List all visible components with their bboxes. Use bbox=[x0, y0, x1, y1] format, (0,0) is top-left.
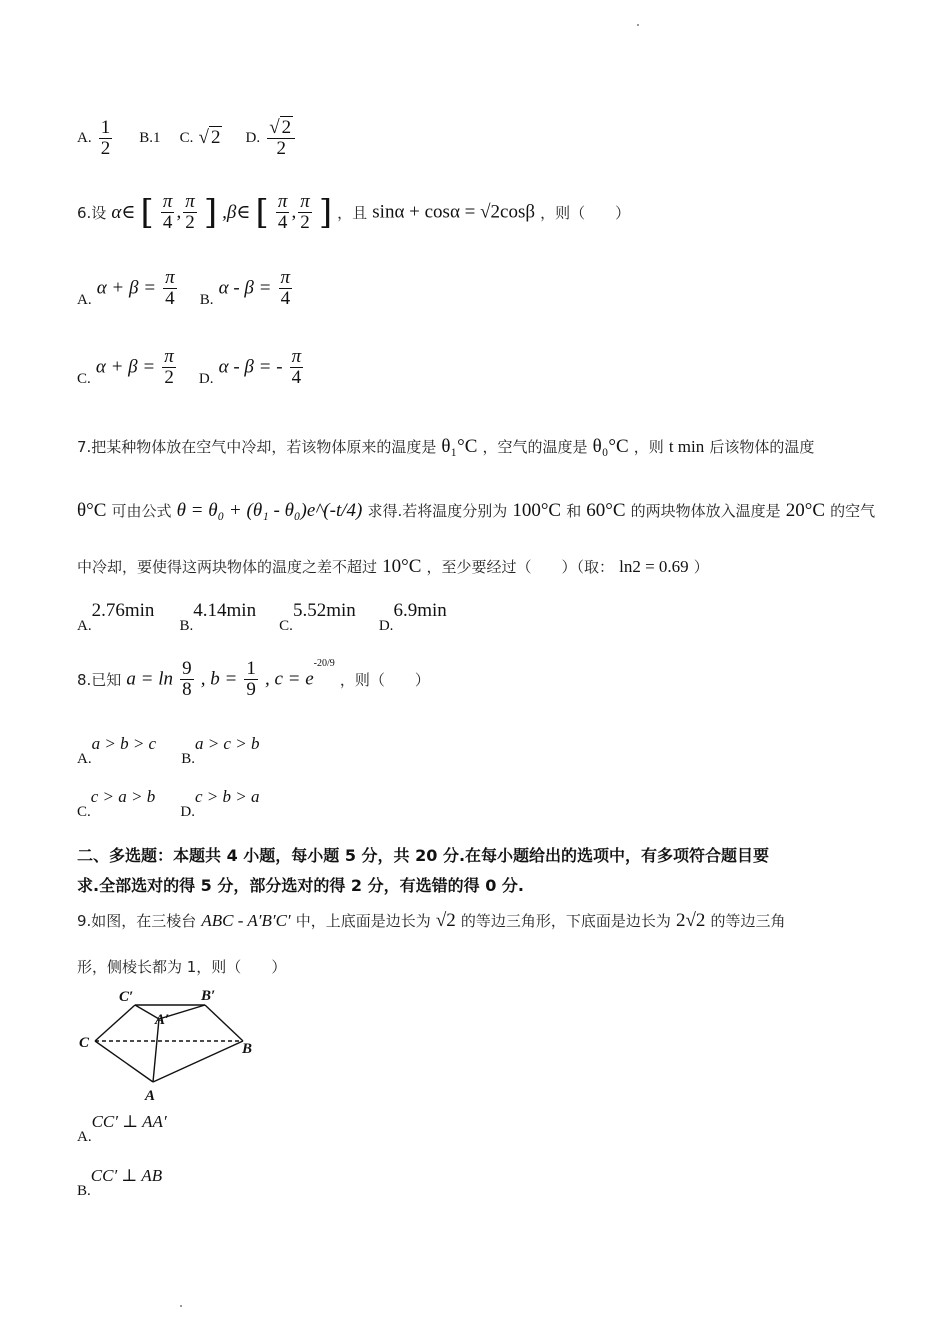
q8-option-d-expr: c > b > a bbox=[194, 787, 260, 806]
q6-option-b-label: B. bbox=[199, 291, 214, 308]
q9-option-b-expr: CC′ ⊥ AB bbox=[90, 1166, 163, 1185]
q6-suffix: ，则（ ） bbox=[540, 203, 631, 222]
q7-option-d-label: D. bbox=[378, 618, 394, 634]
q7-text: 后该物体的温度 bbox=[709, 438, 815, 456]
q7-text: 可由公式 bbox=[111, 502, 172, 520]
q9-top-side: √2 bbox=[435, 910, 456, 931]
q5-option-d-fraction bbox=[267, 118, 295, 159]
q7-text: ，至少要经过（ ）（取： bbox=[426, 558, 614, 576]
q7-theta0: θ₀°C bbox=[592, 436, 629, 457]
q8-option-a-label: A. bbox=[77, 751, 92, 767]
q5-option-d-label: D. bbox=[245, 129, 261, 146]
label-c: C bbox=[79, 1035, 90, 1051]
left-bracket: [ bbox=[140, 192, 154, 233]
q9-option-a-expr: CC′ ⊥ AA′ bbox=[91, 1112, 167, 1131]
q8-option-a-expr: a > b > c bbox=[91, 734, 157, 753]
q7-temp-60: 60°C bbox=[586, 500, 626, 521]
fraction-numerator: 1 bbox=[100, 117, 111, 138]
fraction-denominator: 2 bbox=[100, 137, 111, 159]
q6-alpha-in: α∈ bbox=[111, 201, 136, 223]
q9-text: 中，上底面是边长为 bbox=[295, 912, 431, 930]
edge-b-a bbox=[153, 1041, 243, 1082]
q9-bottom-side: 2√2 bbox=[675, 910, 706, 931]
q8-option-b-expr: a > c > b bbox=[194, 734, 260, 753]
q8-stem bbox=[77, 658, 430, 700]
section-heading-line-1: 二、多选题：本题共 4 小题，每小题 5 分，共 20 分.在每小题给出的选项中，有多项符合题目要 bbox=[77, 846, 770, 865]
q8-c-expr: , c = e bbox=[264, 668, 314, 690]
q7-theta: θ°C bbox=[77, 500, 107, 521]
q7-option-c-value: 5.52min bbox=[292, 600, 356, 621]
q6-option-c-expr: α + β = bbox=[95, 356, 156, 378]
label-b: B bbox=[242, 1041, 253, 1057]
q7-text: ） bbox=[693, 558, 709, 576]
q8-b-fraction: $\frac{1}{9}$ bbox=[246, 658, 256, 700]
corner-dot bbox=[637, 24, 639, 26]
sqrt-radicand: 2 bbox=[210, 127, 221, 149]
q6-option-a-expr: α + β = bbox=[96, 277, 157, 299]
edge-atop-a bbox=[153, 1019, 159, 1082]
q6-option-b-expr: α - β = bbox=[218, 277, 272, 299]
q8-option-d-label: D. bbox=[180, 804, 195, 820]
q5-options bbox=[77, 118, 297, 159]
q6-option-d-expr: α - β = - bbox=[218, 356, 283, 378]
q6-option-row-2 bbox=[77, 347, 305, 388]
fraction-numerator: √ 2 bbox=[267, 118, 295, 139]
q7-line-3 bbox=[77, 556, 709, 578]
fraction-denominator: 2 bbox=[276, 137, 286, 159]
edge-btop-b bbox=[205, 1005, 243, 1041]
q8-a-fraction: $\frac{9}{8}$ bbox=[182, 658, 192, 700]
q7-option-d-value: 6.9min bbox=[393, 600, 447, 621]
q7-formula: θ = θ₀ + (θ₁ - θ₀)e^(-t/4) bbox=[176, 500, 363, 521]
q7-option-c-label: C. bbox=[279, 618, 293, 634]
q9-text: 9.如图，在三棱台 bbox=[77, 912, 197, 930]
label-a: A bbox=[145, 1088, 156, 1104]
section-heading-line-2: 求.全部选对的得 5 分，部分选对的得 2 分，有选错的得 0 分. bbox=[77, 876, 524, 895]
q6-stem: 6.设 α∈ [ $\frac{\pi}{4}$ , $\frac{\pi}{2}$ ] ,β∈ [ $\frac{\pi}{4}$ , $\frac{\pi}{2}$ ] ，且 sinα + cosα = √2cosβ ，则（ ） bbox=[77, 191, 631, 233]
q7-ln2: ln2 = 0.69 bbox=[619, 557, 689, 576]
q6-option-d-label: D. bbox=[198, 370, 214, 387]
label-b-top: B′ bbox=[201, 988, 216, 1004]
q6-option-row-1 bbox=[77, 268, 294, 309]
q9-option-b bbox=[77, 1166, 162, 1200]
q8-suffix: ，则（ ） bbox=[339, 671, 430, 689]
frustum-figure bbox=[75, 985, 265, 1105]
q6-condition-text: ，且 bbox=[337, 203, 368, 222]
label-a-top: A′ bbox=[155, 1012, 170, 1028]
q5-option-c-sqrt: √ 2 bbox=[198, 127, 221, 149]
q8-option-b-label: B. bbox=[181, 751, 195, 767]
q7-text: 求得.若将温度分别为 bbox=[367, 502, 508, 520]
q6-option-a-label: A. bbox=[77, 291, 92, 308]
q8-prefix: 8.已知 bbox=[77, 671, 122, 689]
q7-line-2 bbox=[77, 500, 875, 522]
q7-text: 和 bbox=[566, 502, 582, 520]
q5-option-a-fraction bbox=[99, 118, 113, 159]
q7-theta1: θ₁°C bbox=[441, 436, 478, 457]
q7-temp-10: 10°C bbox=[382, 556, 422, 577]
q7-text: ，则 bbox=[633, 438, 664, 456]
q9-line-1 bbox=[77, 910, 786, 932]
q7-option-a-label: A. bbox=[77, 618, 92, 634]
q6-option-a-fraction: $\frac{\pi}{4}$ bbox=[165, 267, 175, 309]
q7-text: 中冷却，要使得这两块物体的温度之差不超过 bbox=[77, 558, 378, 576]
sqrt-radicand: 2 bbox=[281, 117, 292, 138]
q9-option-b-label: B. bbox=[77, 1183, 91, 1199]
q6-prefix: 6.设 bbox=[77, 203, 107, 222]
edge-c-a bbox=[95, 1041, 153, 1082]
q7-text: 的两块物体放入温度是 bbox=[630, 502, 781, 520]
q8-option-c-label: C. bbox=[77, 804, 91, 820]
q6-option-b-fraction: $\frac{\pi}{4}$ bbox=[280, 267, 291, 309]
q9-option-a bbox=[77, 1112, 167, 1146]
q9-option-a-label: A. bbox=[77, 1129, 92, 1145]
q9-text: 的等边三角 bbox=[710, 912, 786, 930]
q9-frustum: ABC - A′B′C′ bbox=[201, 911, 291, 930]
q7-text: ，空气的温度是 bbox=[482, 438, 588, 456]
q8-option-row-1 bbox=[77, 734, 259, 768]
q8-a-expr: a = ln bbox=[126, 668, 174, 690]
q7-option-a-value: 2.76min bbox=[91, 600, 155, 621]
corner-dot bbox=[180, 1305, 182, 1307]
q8-option-row-2 bbox=[77, 787, 259, 821]
q7-text: 的空气 bbox=[830, 502, 876, 520]
q7-text: 7.把某种物体放在空气中冷却，若该物体原来的温度是 bbox=[77, 438, 437, 456]
q7-options bbox=[77, 600, 447, 635]
q6-option-d-fraction: $\frac{\pi}{4}$ bbox=[291, 346, 302, 388]
right-bracket: ] bbox=[203, 192, 218, 233]
q5-option-b: B.1 bbox=[139, 129, 161, 146]
q7-line-1 bbox=[77, 436, 814, 458]
q8-c-exponent: -20/9 bbox=[313, 658, 335, 669]
q5-option-c-label: C. bbox=[179, 129, 194, 146]
q6-beta-in: ,β∈ bbox=[222, 201, 251, 223]
q8-b-expr: , b = bbox=[200, 668, 238, 690]
q7-temp-100: 100°C bbox=[512, 500, 562, 521]
q8-option-c-expr: c > a > b bbox=[90, 787, 156, 806]
edge-c-ctop bbox=[95, 1005, 135, 1041]
q6-option-c-fraction: $\frac{\pi}{2}$ bbox=[164, 346, 174, 388]
q7-option-b-value: 4.14min bbox=[193, 600, 257, 621]
q6-equation: sinα + cosα = √2cosβ bbox=[372, 201, 536, 223]
q5-option-a-label: A. bbox=[77, 129, 92, 146]
q7-temp-20: 20°C bbox=[785, 500, 826, 521]
label-c-top: C′ bbox=[119, 989, 134, 1005]
q9-text: 的等边三角形，下底面是边长为 bbox=[460, 912, 671, 930]
q7-tmin: t min bbox=[668, 437, 705, 456]
q7-option-b-label: B. bbox=[179, 618, 194, 634]
q6-option-c-label: C. bbox=[77, 370, 91, 387]
q9-line-2: 形，侧棱长都为 1，则（ ） bbox=[77, 958, 287, 976]
